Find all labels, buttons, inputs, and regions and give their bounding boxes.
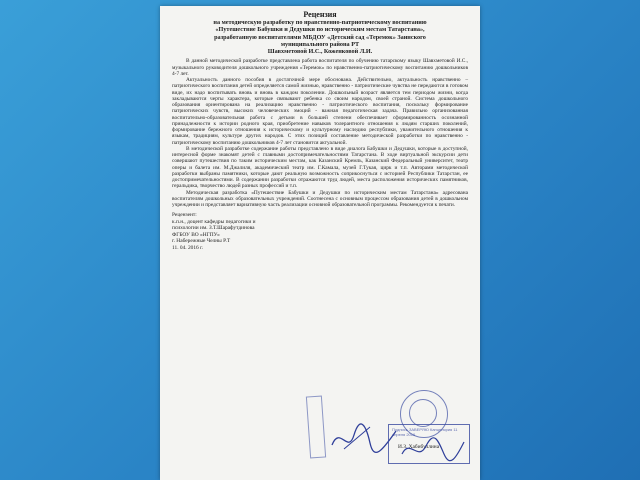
title-line: на методическую разработку по нравственно-патриотическому воспитанию xyxy=(213,19,427,26)
review-document-page xyxy=(160,6,480,480)
paragraph: В данной методической разработке представлена работа воспитателя по обучению татарскому языку Шавхметовой И.С., музыкального руководителя дошкольного учреждения «Теремок» по нравственно-патриотическому воспитанию дошкольников 4-7 лет. xyxy=(172,58,468,77)
title-line: муниципального района РТ xyxy=(280,40,360,48)
review-date: 11. 04. 2016 г. xyxy=(172,244,204,251)
side-stamp xyxy=(306,396,326,459)
signature-block xyxy=(172,212,468,250)
paragraph: Актуальность данного пособия в достаточной мере обоснована. Действительно, актуальность нравственно – патриотического воспитания детей определяется самой жизнью, нравственно - патриотические чувства не передаются в готовом виде, их надо воспитывать вновь и вновь в каждом поколении. Дошкольный возраст является тем периодом жизни, когда закладываются черты характера, которые связывают ребенка со своим народом, своей страной. Система дошкольного образования ориентирована на реализацию нравственно - патриотического воспитания, поскольку формирование патриотических чувств, высоких человеческих эмоций - важная педагогическая задача. Правильно организованная воспитательно-образовательная работа с детьми в большей степени обеспечивает сформированность осознанной принадлежности к истории родного края, приобретение навыков толерантного отношения к людям старших поколений, формирование бережного отношения к историческому и культурному наследию республики, уважительного отношения к языкам, традициям, культуре других народов. С этих позиций составление методической разработки по нравственно - патриотическому воспитанию дошкольников 4-7 лет становится актуальной. xyxy=(172,77,468,146)
document-heading: Рецензия xyxy=(303,10,337,19)
stamp-text: Подпись ЗАВЕРЯЮ Канцелярия 11 апреля 2016 xyxy=(392,427,458,437)
reviewer-label: Рецензент: xyxy=(172,212,197,219)
paragraph: В методической разработке содержание работы представлено в виде диалога Бабушки и Дедушки, которые в доступной, интересной форме знакомят детей с главными достопримечательностями Татарстана. В ходе виртуальной экскурсии дети совершают путешествия по таким историческим местам, как Казанский Кремль, Казанский Федеральный университет, театр оперы и балета им. М.Джалиля, академический театр им. Г.Камала, музей Г.Тукая, цирк и т.п. Авторами методической разработки выбраны памятники, которые дают реальную возможность соприкоснуться с историей Республики Татарстан, ее достопримечательностями. В содержании разработки отражаются труд людей, места расположения исторических памятников, геральдика, творчество людей разных профессий и т.п. xyxy=(172,145,468,190)
title-line: «Путешествие Бабушки и Дедушки по историческим местам Татарстана», xyxy=(215,26,425,34)
reviewer-credential: ФГБОУ ВО «НГПУ» xyxy=(172,231,220,238)
reviewer-credential: психологии им. З.Т.Шарафутдинова xyxy=(172,225,255,232)
title-line-authors: Шавхметовой И.С., Коженковой Л.И. xyxy=(267,48,373,56)
certification-stamp xyxy=(388,424,470,464)
document-title-block xyxy=(172,10,468,55)
paragraph: Методическая разработка «Путешествие Бабушки и Дедушки по историческим местам Татарстана» адресована воспитателям дошкольных образовательных учреждений. Соотнесена с основным процессом образования детей в дошкольном учреждении и представляет вариативную часть реализации основной образовательной программы. Рекомендуется к печати. xyxy=(172,189,468,209)
title-line: разработанную воспитателями МБДОУ «Детский сад «Теремок» Заинского xyxy=(214,33,426,41)
reviewer-name: И.З. Хабибуллина xyxy=(398,444,440,450)
reviewer-credential: г. Набережные Челны Р.Т xyxy=(172,238,231,245)
document-body xyxy=(172,58,468,208)
reviewer-credential: к.п.н., доцент кафедры педагогики и xyxy=(172,218,256,225)
